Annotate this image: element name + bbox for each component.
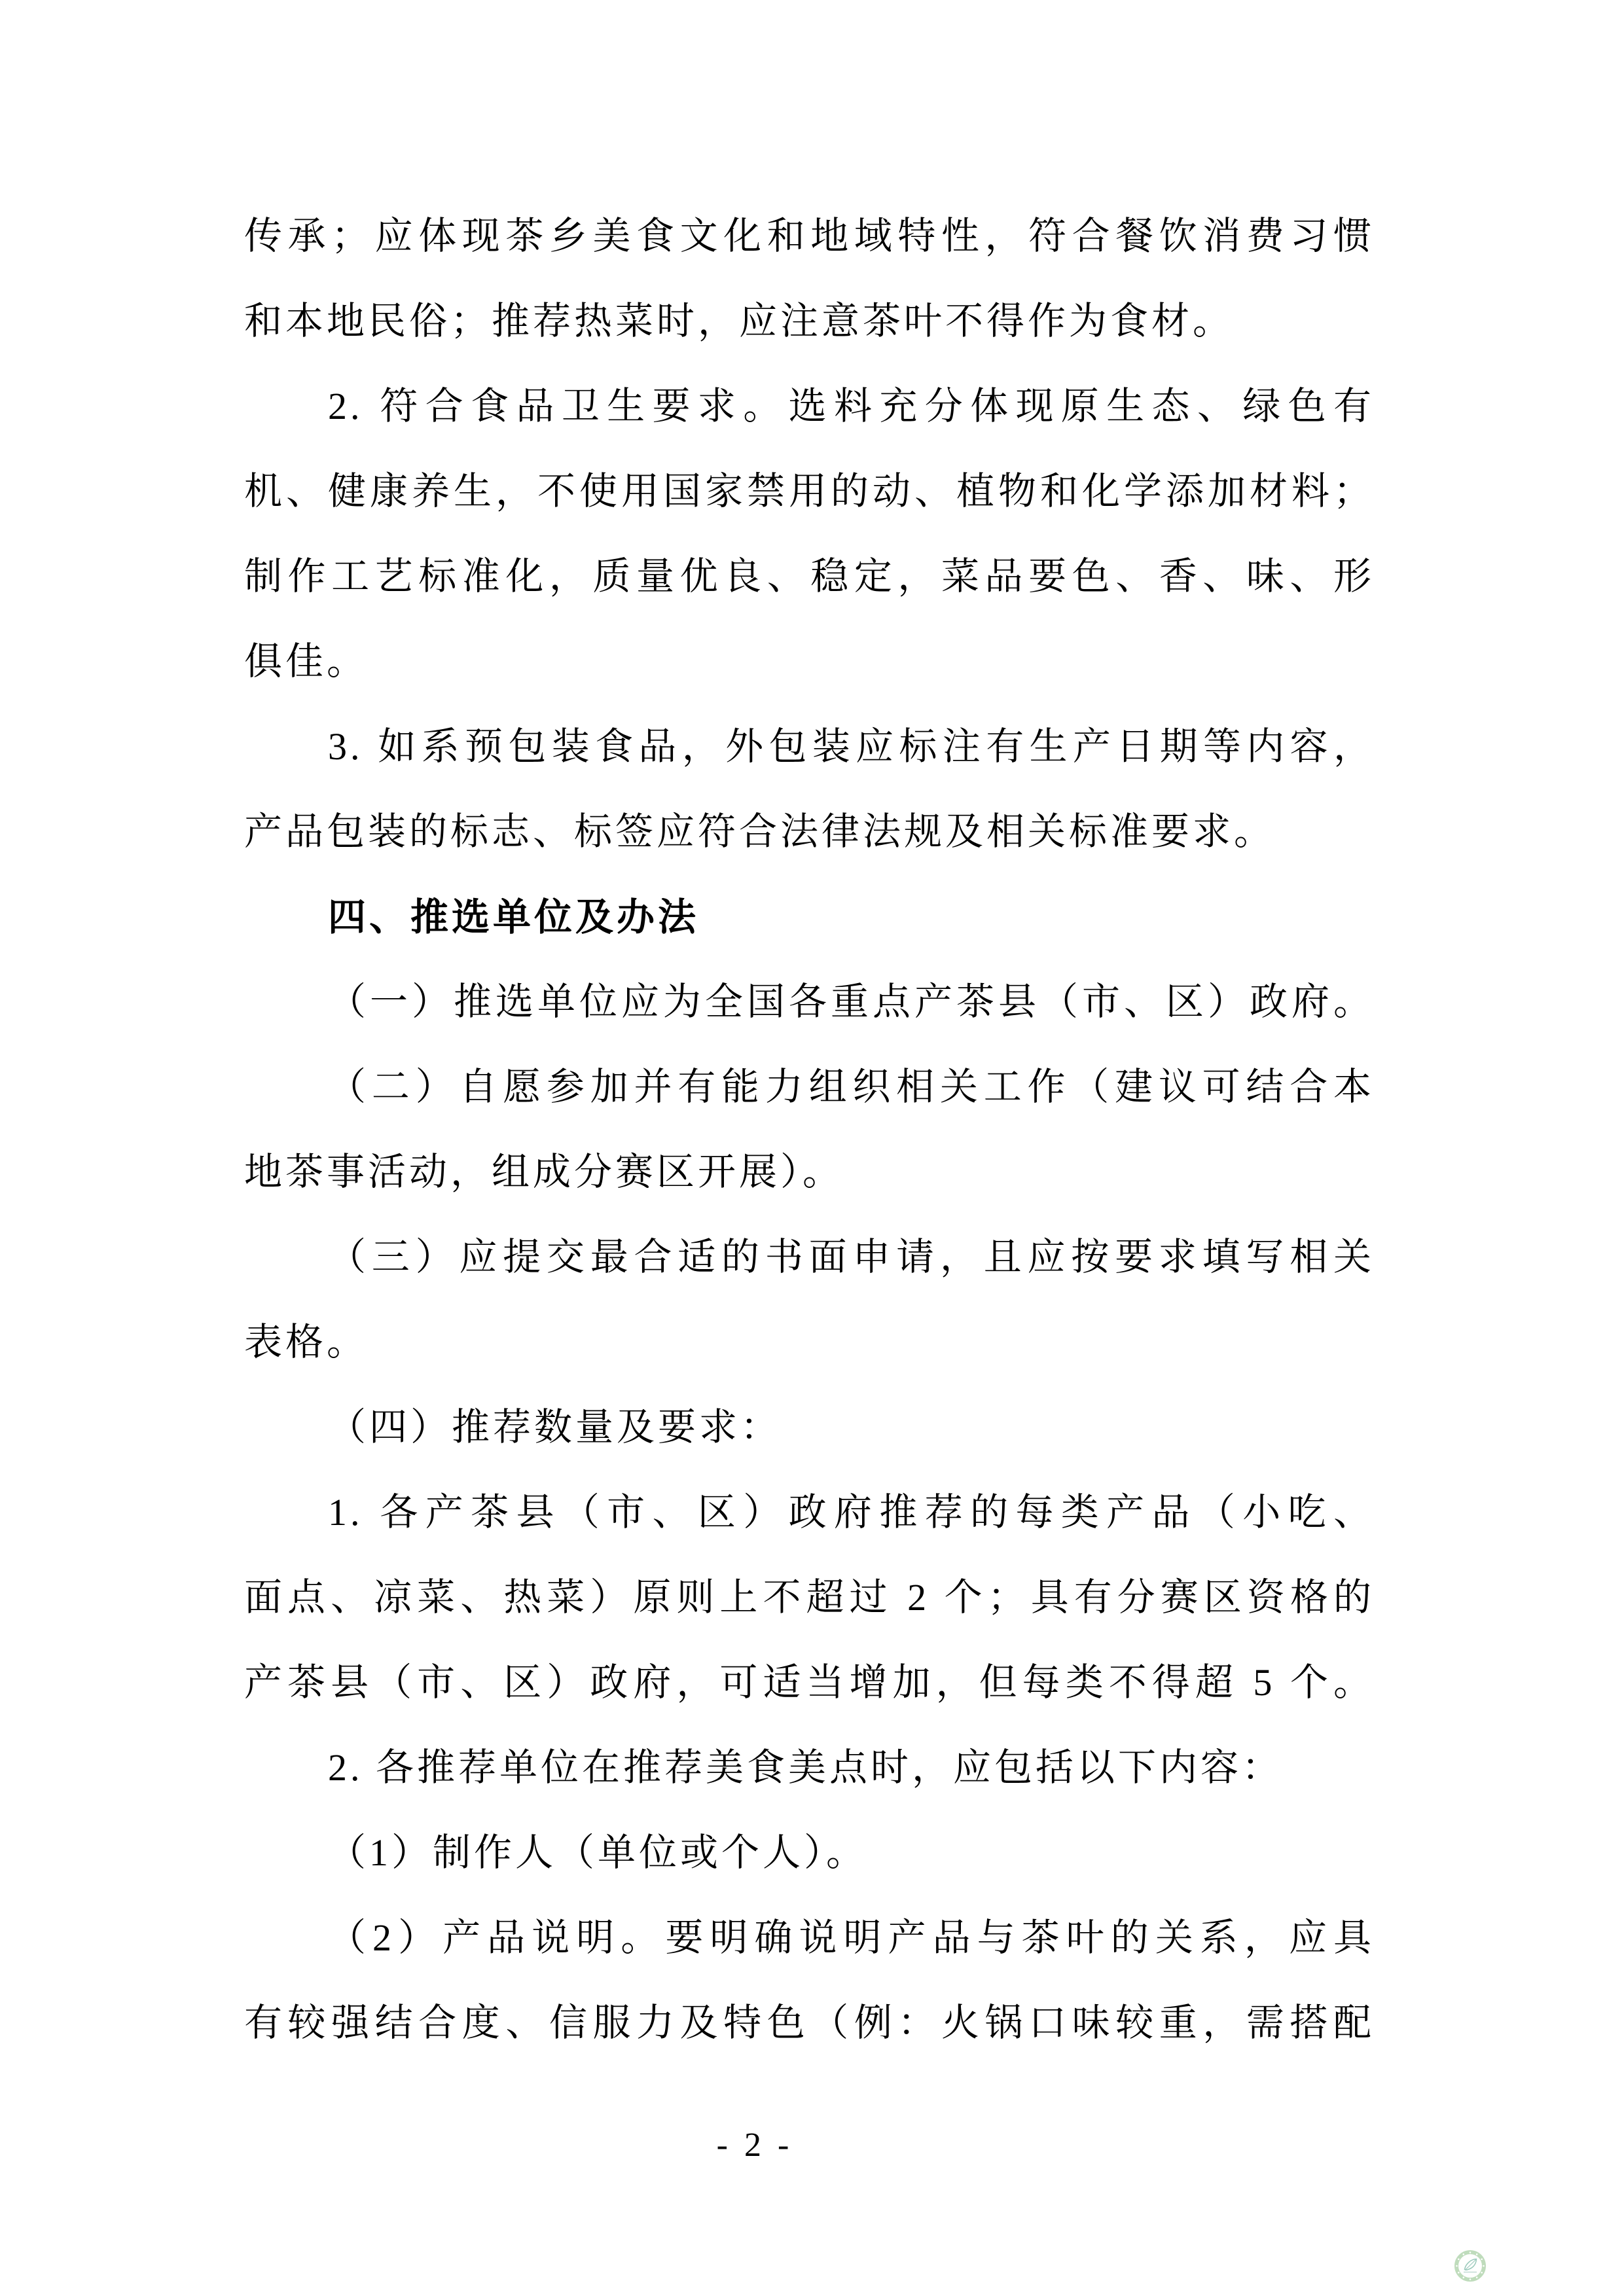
text-line: 传承；应体现茶乡美食文化和地域特性，符合餐饮消费习惯 — [244, 215, 1375, 257]
text-line: （三）应提交最合适的书面申请，且应按要求填写相关 — [328, 1236, 1375, 1278]
text-line: 2. 各推荐单位在推荐美食美点时，应包括以下内容： — [328, 1746, 1284, 1789]
text-line: 3. 如系预包装食品，外包装应标注有生产日期等内容， — [328, 725, 1375, 768]
text-line: （二）自愿参加并有能力组织相关工作（建议可结合本 — [328, 1066, 1375, 1108]
text-line: 和本地民俗；推荐热菜时，应注意茶叶不得作为食材。 — [244, 300, 1235, 342]
text-line: 制作工艺标准化，质量优良、稳定，菜品要色、香、味、形 — [244, 555, 1375, 598]
text-line: 2. 符合食品卫生要求。选料充分体现原生态、绿色有 — [328, 385, 1375, 427]
text-line: 机、健康养生，不使用国家禁用的动、植物和化学添加材料； — [244, 470, 1375, 512]
text-line: （一）推选单位应为全国各重点产茶县（市、区）政府。 — [328, 980, 1375, 1023]
text-line: 有较强结合度、信服力及特色（例：火锅口味较重，需搭配 — [244, 2001, 1375, 2044]
section-heading: 四、推选单位及办法 — [328, 895, 700, 939]
leaf-badge-watermark — [1454, 2250, 1486, 2282]
text-line: 面点、凉菜、热菜）原则上不超过 2 个；具有分赛区资格的 — [244, 1576, 1375, 1619]
text-line: （四）推荐数量及要求： — [328, 1406, 782, 1448]
text-line: （2）产品说明。要明确说明产品与茶叶的关系，应具 — [328, 1916, 1375, 1959]
text-line: （1）制作人（单位或个人）。 — [328, 1831, 868, 1874]
text-line: 1. 各产茶县（市、区）政府推荐的每类产品（小吃、 — [328, 1491, 1375, 1534]
text-line: 产品包装的标志、标签应符合法律法规及相关标准要求。 — [244, 810, 1276, 853]
text-line: 产茶县（市、区）政府，可适当增加，但每类不得超 5 个。 — [244, 1661, 1375, 1704]
text-line: 表格。 — [244, 1321, 369, 1363]
text-line: 地茶事活动，组成分赛区开展）。 — [244, 1151, 844, 1193]
page-number: - 2 - — [716, 2126, 793, 2164]
document-body — [244, 194, 1375, 2066]
text-line: 俱佳。 — [244, 640, 369, 683]
